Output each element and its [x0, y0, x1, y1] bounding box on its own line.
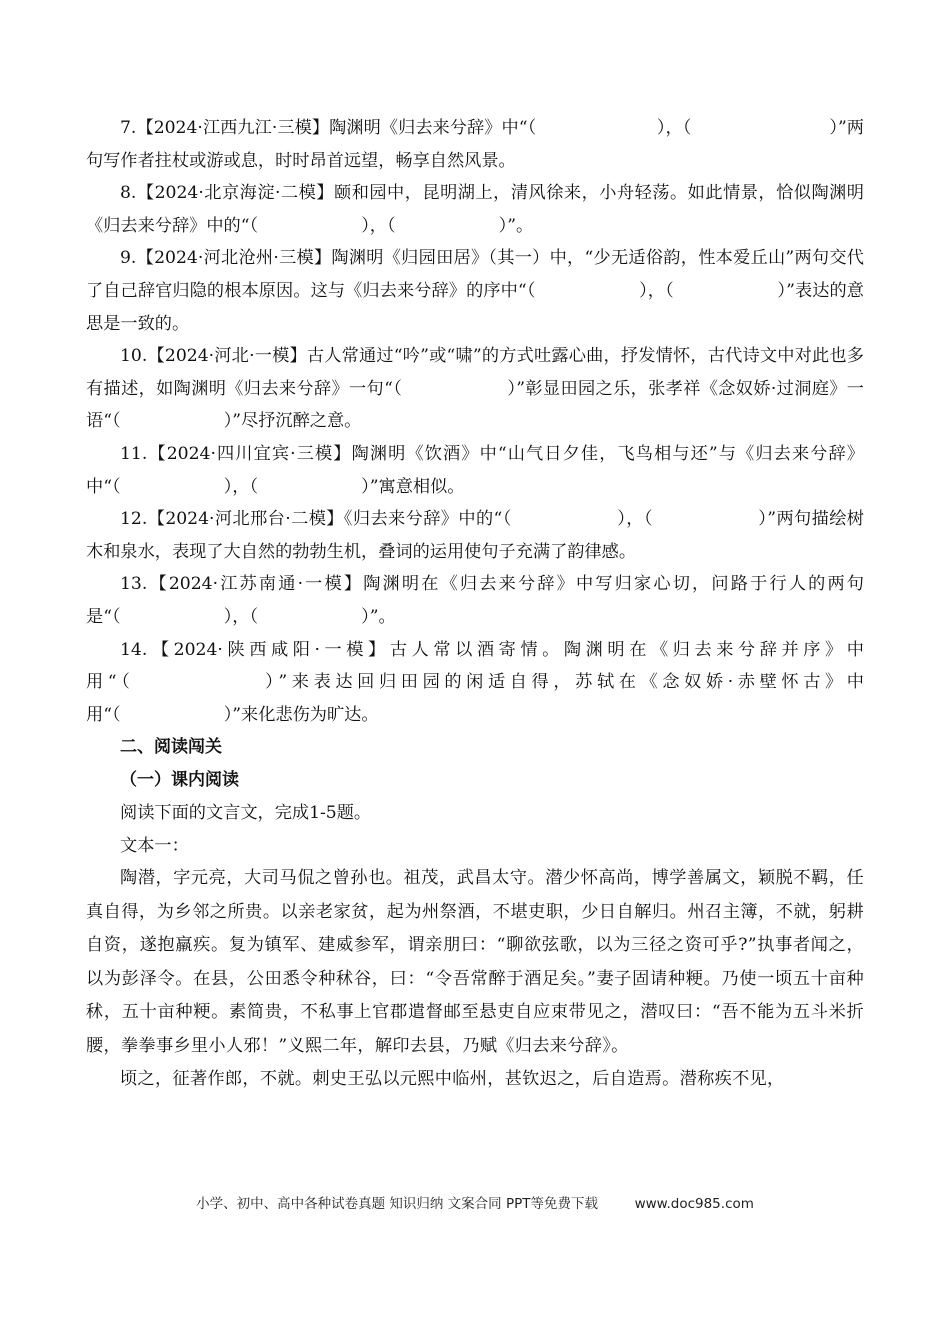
- question-10: 10.【2024·河北·一模】古人常通过“吟”或“啸”的方式吐露心曲，抒发情怀，古代诗文中对此也多有描述，如陶渊明《归去来兮辞》一句“（ ）”彰显田园之乐，张孝祥《念奴娇·过洞庭》一语“（ ）”尽抒沉醉之意。: [86, 346, 864, 432]
- question-7: 7.【2024·江西九江·三模】陶渊明《归去来兮辞》中“（ ），（ ）”两句写作者拄杖或游或息，时时昂首远望，畅享自然风景。: [86, 118, 864, 171]
- page-content: [86, 112, 864, 1097]
- subsection-title: （一）课内阅读: [120, 770, 239, 791]
- footer-link[interactable]: www.doc985.com: [634, 1196, 754, 1212]
- passage-paragraph-1: 陶潜，字元亮，大司马侃之曾孙也。祖茂，武昌太守。潜少怀高尚，博学善属文，颖脱不羁，任真自得，为乡邻之所贵。以亲老家贫，起为州祭酒，不堪吏职，少日自解归。州召主簿，不就，躬耕自资，遂抱羸疾。复为镇军、建威参军，谓亲朋曰：“聊欲弦歌，以为三径之资可乎?”执事者闻之，以为彭泽令。在县，公田悉令种秫谷，曰：“令吾常醉于酒足矣。”妻子固请种粳。乃使一顷五十亩种秫，五十亩种粳。素简贵，不私事上官郡遣督邮至悬吏自应束带见之，潜叹曰：“吾不能为五斗米折腰，拳拳事乡里小人邪！”义熙二年，解印去县，乃赋《归去来兮辞》。: [86, 868, 864, 1056]
- page-footer: [0, 1192, 950, 1212]
- text-label: 文本一：: [120, 835, 189, 856]
- question-14: 14.【2024·陕西咸阳·一模】古人常以酒寄情。陶渊明在《归去来兮辞并序》中用“（ ）”来表达回归田园的闲适自得，苏轼在《念奴娇·赤壁怀古》中用“（ ）”来化悲伤为旷达。: [86, 639, 864, 725]
- passage-paragraph-2: 顷之，征著作郎，不就。刺史王弘以元熙中临州，甚钦迟之，后自造焉。潜称疾不见，: [120, 1069, 785, 1090]
- question-11: 11.【2024·四川宜宾·三模】陶渊明《饮酒》中“山气日夕佳，飞鸟相与还”与《归去来兮辞》中“（ ），（ ）”寓意相似。: [86, 443, 864, 497]
- question-8: 8.【2024·北京海淀·二模】颐和园中，昆明湖上，清风徐来，小舟轻荡。如此情景，恰似陶渊明《归去来兮辞》中的“（ ），（ ）”。: [86, 183, 864, 236]
- question-13: 13.【2024·江苏南通·一模】陶渊明在《归去来兮辞》中写归家心切，问路于行人的两句是“（ ），（ ）”。: [86, 574, 864, 627]
- section-title: 二、阅读闯关: [120, 737, 222, 758]
- question-12: 12.【2024·河北邢台·二模】《归去来兮辞》中的“（ ），（ ）”两句描绘树木和泉水，表现了大自然的勃勃生机，叠词的运用使句子充满了韵律感。: [86, 509, 864, 562]
- question-9: 9.【2024·河北沧州·三模】陶渊明《归园田居》（其一）中，“少无适俗韵，性本爱丘山”两句交代了自己辞官归隐的根本原因。这与《归去来兮辞》的序中“（ ），（ ）”表达的意思是一致的。: [86, 248, 864, 334]
- instruction: 阅读下面的文言文，完成1-5题。: [120, 803, 372, 824]
- footer-text: 小学、初中、高中各种试卷真题 知识归纳 文案合同 PPT等免费下载: [196, 1196, 598, 1212]
